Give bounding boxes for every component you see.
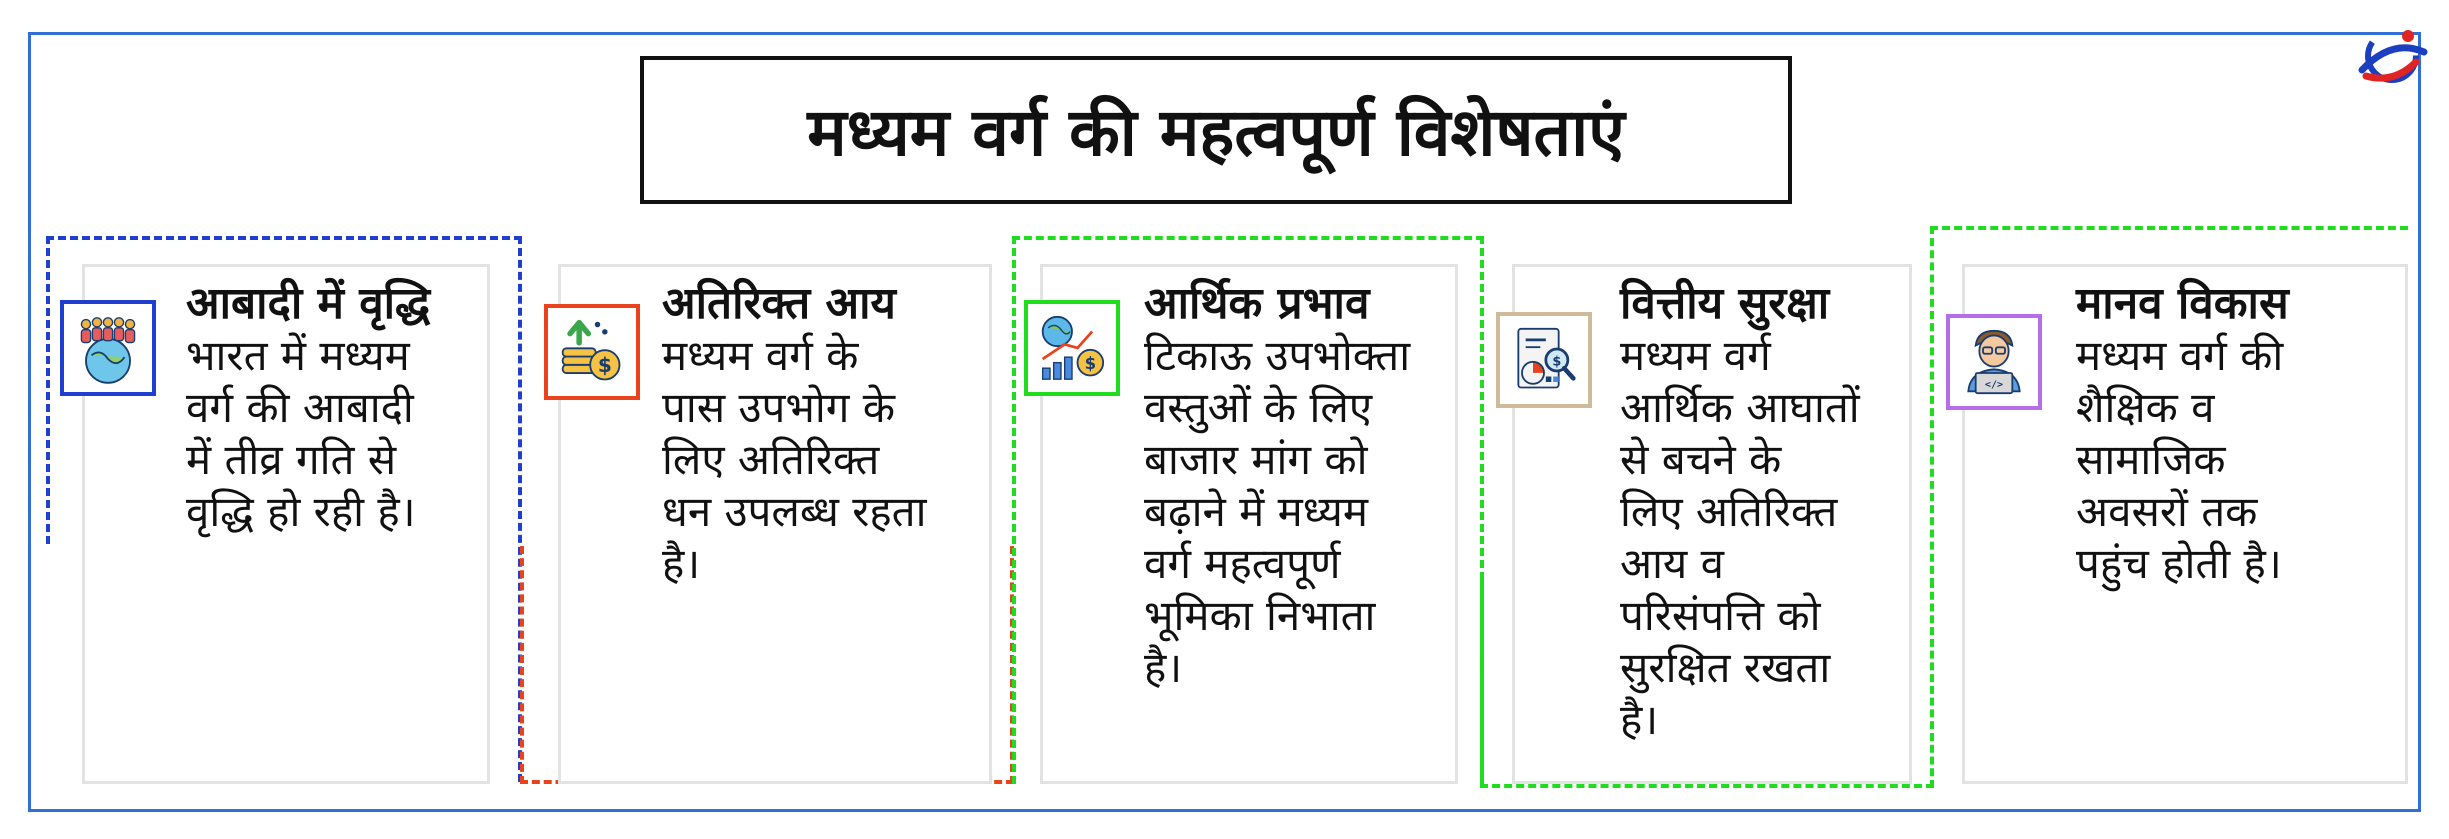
card-5-line: पहुंच होती है। <box>2076 539 2282 588</box>
card-5-body <box>2076 330 2289 590</box>
card-1-icon-box <box>60 300 156 396</box>
svg-text:$: $ <box>1552 354 1562 370</box>
card-4-line: आय व <box>1620 539 1724 588</box>
dashed-accent-5-left <box>1930 226 1934 586</box>
developer-person-icon <box>1950 318 2038 406</box>
card-3-line: वर्ग महत्वपूर्ण <box>1144 539 1341 588</box>
card-2-icon-box <box>544 304 640 400</box>
card-4-line: मध्यम वर्ग <box>1620 331 1771 380</box>
svg-text:$: $ <box>597 353 612 378</box>
card-3-title: आर्थिक प्रभाव <box>1144 278 1370 329</box>
page-title: मध्यम वर्ग की महत्वपूर्ण विशेषताएं <box>807 94 1625 171</box>
brand-logo-icon <box>2352 18 2428 94</box>
card-3-line: भूमिका निभाता <box>1144 591 1376 640</box>
card-4-icon-box <box>1496 312 1592 408</box>
card-5-line: अवसरों तक <box>2076 487 2258 536</box>
card-1-body <box>186 330 430 538</box>
svg-text:</>: </> <box>1984 379 2004 391</box>
card-1-line: में तीव्र गति से <box>186 435 397 484</box>
card-4-line: से बचने के <box>1620 435 1782 484</box>
card-2-title: अतिरिक्त आय <box>662 278 896 329</box>
population-globe-icon <box>64 304 152 392</box>
card-5-line: सामाजिक <box>2076 435 2226 484</box>
card-3-line: है। <box>1144 643 1183 692</box>
card-4-line: आर्थिक आघातों <box>1620 383 1860 432</box>
card-3-line: बढ़ाने में मध्यम <box>1144 487 1369 536</box>
card-4-line: है। <box>1620 695 1659 744</box>
card-2-body <box>662 330 927 590</box>
title-box <box>640 56 1792 204</box>
card-3-line: टिकाऊ उपभोक्ता <box>1144 331 1411 380</box>
card-1-line: वर्ग की आबादी <box>186 383 414 432</box>
svg-text:$: $ <box>1084 354 1097 374</box>
card-1-line: भारत में मध्यम <box>186 331 410 380</box>
card-3-icon-box <box>1024 300 1120 396</box>
card-4-title: वित्तीय सुरक्षा <box>1620 278 1830 329</box>
card-4-body <box>1620 330 1860 746</box>
card-3-line: बाजार मांग को <box>1144 435 1368 484</box>
card-3-body <box>1144 330 1410 694</box>
card-4-line: परिसंपत्ति को <box>1620 591 1821 640</box>
economic-impact-icon <box>1028 304 1116 392</box>
card-2-line: मध्यम वर्ग के <box>662 331 859 380</box>
card-2-line: पास उपभोग के <box>662 383 896 432</box>
dashed-accent-5 <box>1930 226 2408 230</box>
card-5-icon-box <box>1946 314 2042 410</box>
card-5-line: शैक्षिक व <box>2076 383 2215 432</box>
card-4-line: लिए अतिरिक्त <box>1620 487 1838 536</box>
card-4-line: सुरक्षित रखता <box>1620 643 1831 692</box>
money-growth-icon <box>548 308 636 396</box>
card-2-line: है। <box>662 539 701 588</box>
financial-report-icon <box>1500 316 1588 404</box>
card-1-title: आबादी में वृद्धि <box>186 278 431 329</box>
card-2-text <box>662 278 927 590</box>
card-5-line: मध्यम वर्ग की <box>2076 331 2284 380</box>
card-5-title: मानव विकास <box>2076 278 2289 329</box>
card-2-line: लिए अतिरिक्त <box>662 435 880 484</box>
card-3-line: वस्तुओं के लिए <box>1144 383 1373 432</box>
card-2-line: धन उपलब्ध रहता <box>662 487 927 536</box>
card-3-text <box>1144 278 1410 694</box>
card-4-text <box>1620 278 1860 746</box>
card-1-line: वृद्धि हो रही है। <box>186 487 416 536</box>
dashed-accent-1-left <box>46 236 50 544</box>
card-5-text <box>2076 278 2289 590</box>
card-1-text <box>186 278 430 538</box>
